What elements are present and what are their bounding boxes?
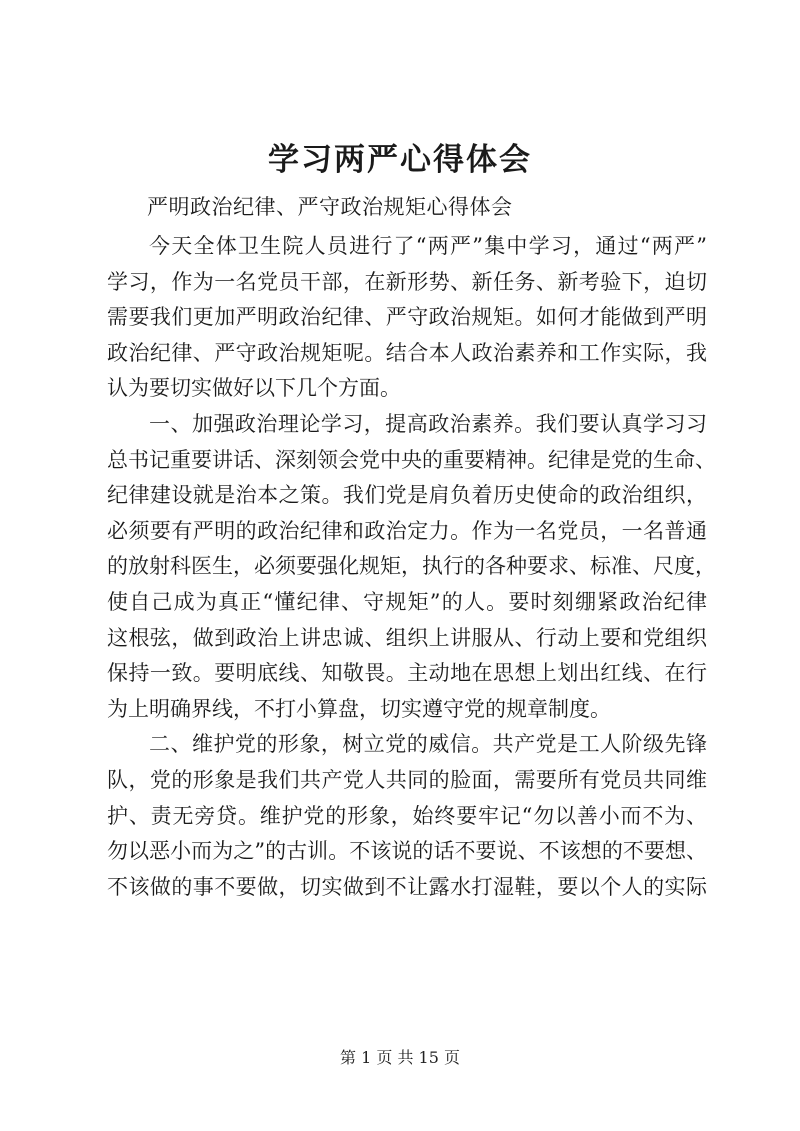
body-text-line: 必须要有严明的政治纪律和政治定力。作为一名党员，一名普通 bbox=[107, 518, 707, 543]
document-body bbox=[107, 229, 716, 905]
body-text-line: 总书记重要讲话、深刻领会党中央的重要精神。纪律是党的生命、 bbox=[107, 447, 716, 472]
document-subtitle: 严明政治纪律、严守政治规矩心得体会 bbox=[147, 195, 513, 219]
body-text-line: 保持一致。要明底线、知敬畏。主动地在思想上划出红线、在行 bbox=[107, 661, 707, 686]
body-text-line: 一、加强政治理论学习，提高政治素养。我们要认真学习习 bbox=[149, 411, 707, 436]
body-text-line: 今天全体卫生院人员进行了“两严”集中学习，通过“两严” bbox=[149, 234, 707, 258]
body-text-line: 需要我们更加严明政治纪律、严守政治规矩。如何才能做到严明 bbox=[107, 305, 707, 330]
body-text-line: 这根弦，做到政治上讲忠诚、组织上讲服从、行动上要和党组织 bbox=[107, 625, 707, 650]
body-text-line: 的放射科医生，必须要强化规矩，执行的各种要求、标准、尺度， bbox=[107, 554, 716, 579]
body-text-line: 勿以恶小而为之”的古训。不该说的话不要说、不该想的不要想、 bbox=[107, 839, 707, 864]
body-text-line: 学习，作为一名党员干部，在新形势、新任务、新考验下，迫切 bbox=[107, 269, 707, 294]
body-text-line: 政治纪律、严守政治规矩呢。结合本人政治素养和工作实际，我 bbox=[107, 340, 707, 365]
body-text-line: 使自己成为真正“懂纪律、守规矩”的人。要时刻绷紧政治纪律 bbox=[107, 589, 707, 614]
body-text-line: 二、维护党的形象，树立党的威信。共产党是工人阶级先锋 bbox=[149, 732, 707, 757]
body-text-line: 护、责无旁贷。维护党的形象，始终要牢记“勿以善小而不为、 bbox=[107, 803, 707, 828]
body-text-line: 为上明确界线，不打小算盘，切实遵守党的规章制度。 bbox=[107, 696, 611, 721]
body-text-line: 认为要切实做好以下几个方面。 bbox=[107, 376, 401, 401]
body-text-line: 队，党的形象是我们共产党人共同的脸面，需要所有党员共同维 bbox=[107, 767, 707, 792]
body-text-line: 不该做的事不要做，切实做到不让露水打湿鞋，要以个人的实际 bbox=[107, 874, 707, 899]
body-text-line: 纪律建设就是治本之策。我们党是肩负着历史使命的政治组织， bbox=[107, 483, 707, 508]
document-title: 学习两严心得体会 bbox=[268, 142, 532, 178]
page-footer: 第 1 页 共 15 页 bbox=[340, 1048, 460, 1067]
